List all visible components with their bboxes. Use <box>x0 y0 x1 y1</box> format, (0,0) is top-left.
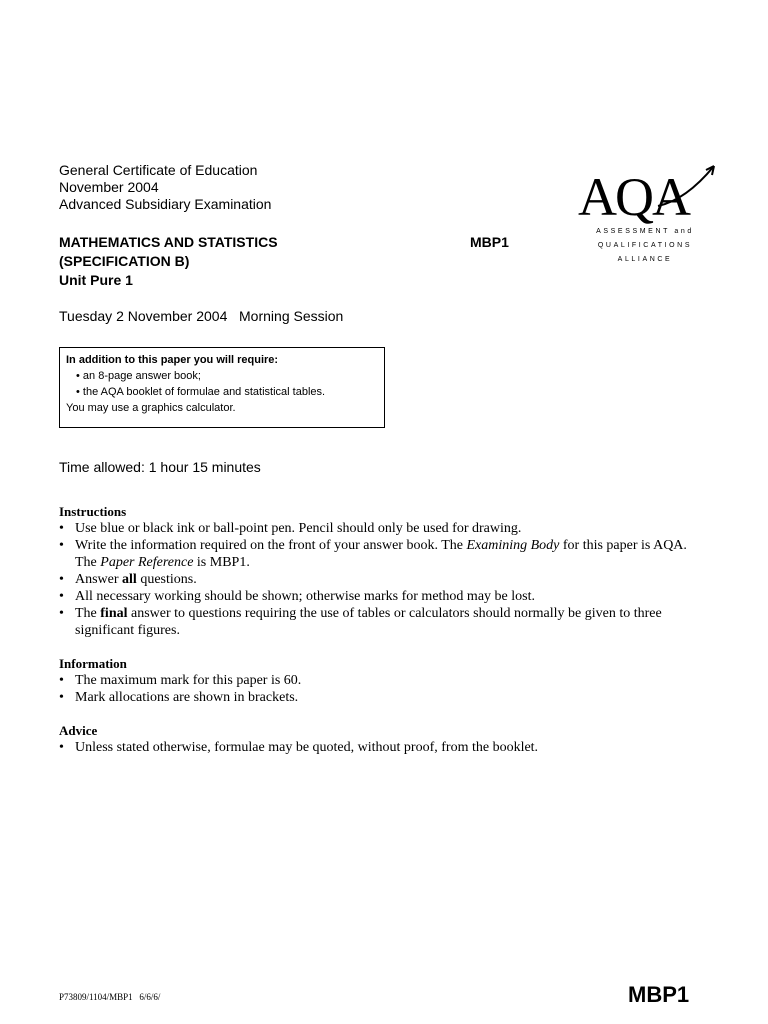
instruction-item: • The final answer to questions requiring the use of tables or calculators should normally be given to three significant figures. <box>59 605 699 639</box>
exam-title <box>59 233 278 290</box>
title-line-1: MATHEMATICS AND STATISTICS <box>59 234 278 250</box>
paper-code: MBP1 <box>470 234 509 250</box>
logo-line-2: QUALIFICATIONS <box>597 242 693 249</box>
exam-header <box>59 162 271 213</box>
title-line-2: (SPECIFICATION B) <box>59 253 190 269</box>
footer-reference: P73809/1104/MBP1 6/6/6/ <box>59 992 161 1002</box>
footer-paper-code: MBP1 <box>628 982 690 1007</box>
logo-swoosh-icon <box>656 160 720 210</box>
header-line-2: November 2004 <box>59 179 159 195</box>
header-line-3: Advanced Subsidiary Examination <box>59 196 272 212</box>
instruction-item: • Answer all questions. <box>59 571 699 588</box>
session-line: Tuesday 2 November 2004 Morning Session <box>59 308 344 324</box>
logo-letters: AQA <box>578 167 689 227</box>
title-line-3: Unit Pure 1 <box>59 272 133 288</box>
instructions-section <box>59 504 699 639</box>
advice-heading: Advice <box>59 723 98 738</box>
requirements-heading: In addition to this paper you will require: <box>66 354 279 366</box>
requirements-box <box>59 347 385 428</box>
header-line-1: General Certificate of Education <box>59 162 258 178</box>
requirement-item: • the AQA booklet of formulae and statistical tables. <box>76 386 326 398</box>
information-item: • The maximum mark for this paper is 60. <box>59 672 699 689</box>
requirements-note: You may use a graphics calculator. <box>66 402 236 414</box>
instructions-heading: Instructions <box>59 504 127 519</box>
instruction-item: • Write the information required on the front of your answer book. The Examining Body for this paper is AQA. The Paper Reference is MBP1. <box>59 537 699 571</box>
requirement-item: • an 8-page answer book; <box>76 370 201 382</box>
aqa-logo <box>570 160 720 270</box>
instruction-item: • Use blue or black ink or ball-point pen. Pencil should only be used for drawing. <box>59 520 699 537</box>
information-heading: Information <box>59 656 127 671</box>
information-item: • Mark allocations are shown in brackets. <box>59 689 699 706</box>
advice-section <box>59 723 699 756</box>
information-section <box>59 656 699 706</box>
time-allowed: Time allowed: 1 hour 15 minutes <box>59 459 261 475</box>
logo-line-1: ASSESSMENT and <box>596 228 694 235</box>
logo-line-3: ALLIANCE <box>617 256 673 263</box>
instruction-item: • All necessary working should be shown; otherwise marks for method may be lost. <box>59 588 699 605</box>
advice-item: • Unless stated otherwise, formulae may be quoted, without proof, from the booklet. <box>59 739 699 756</box>
